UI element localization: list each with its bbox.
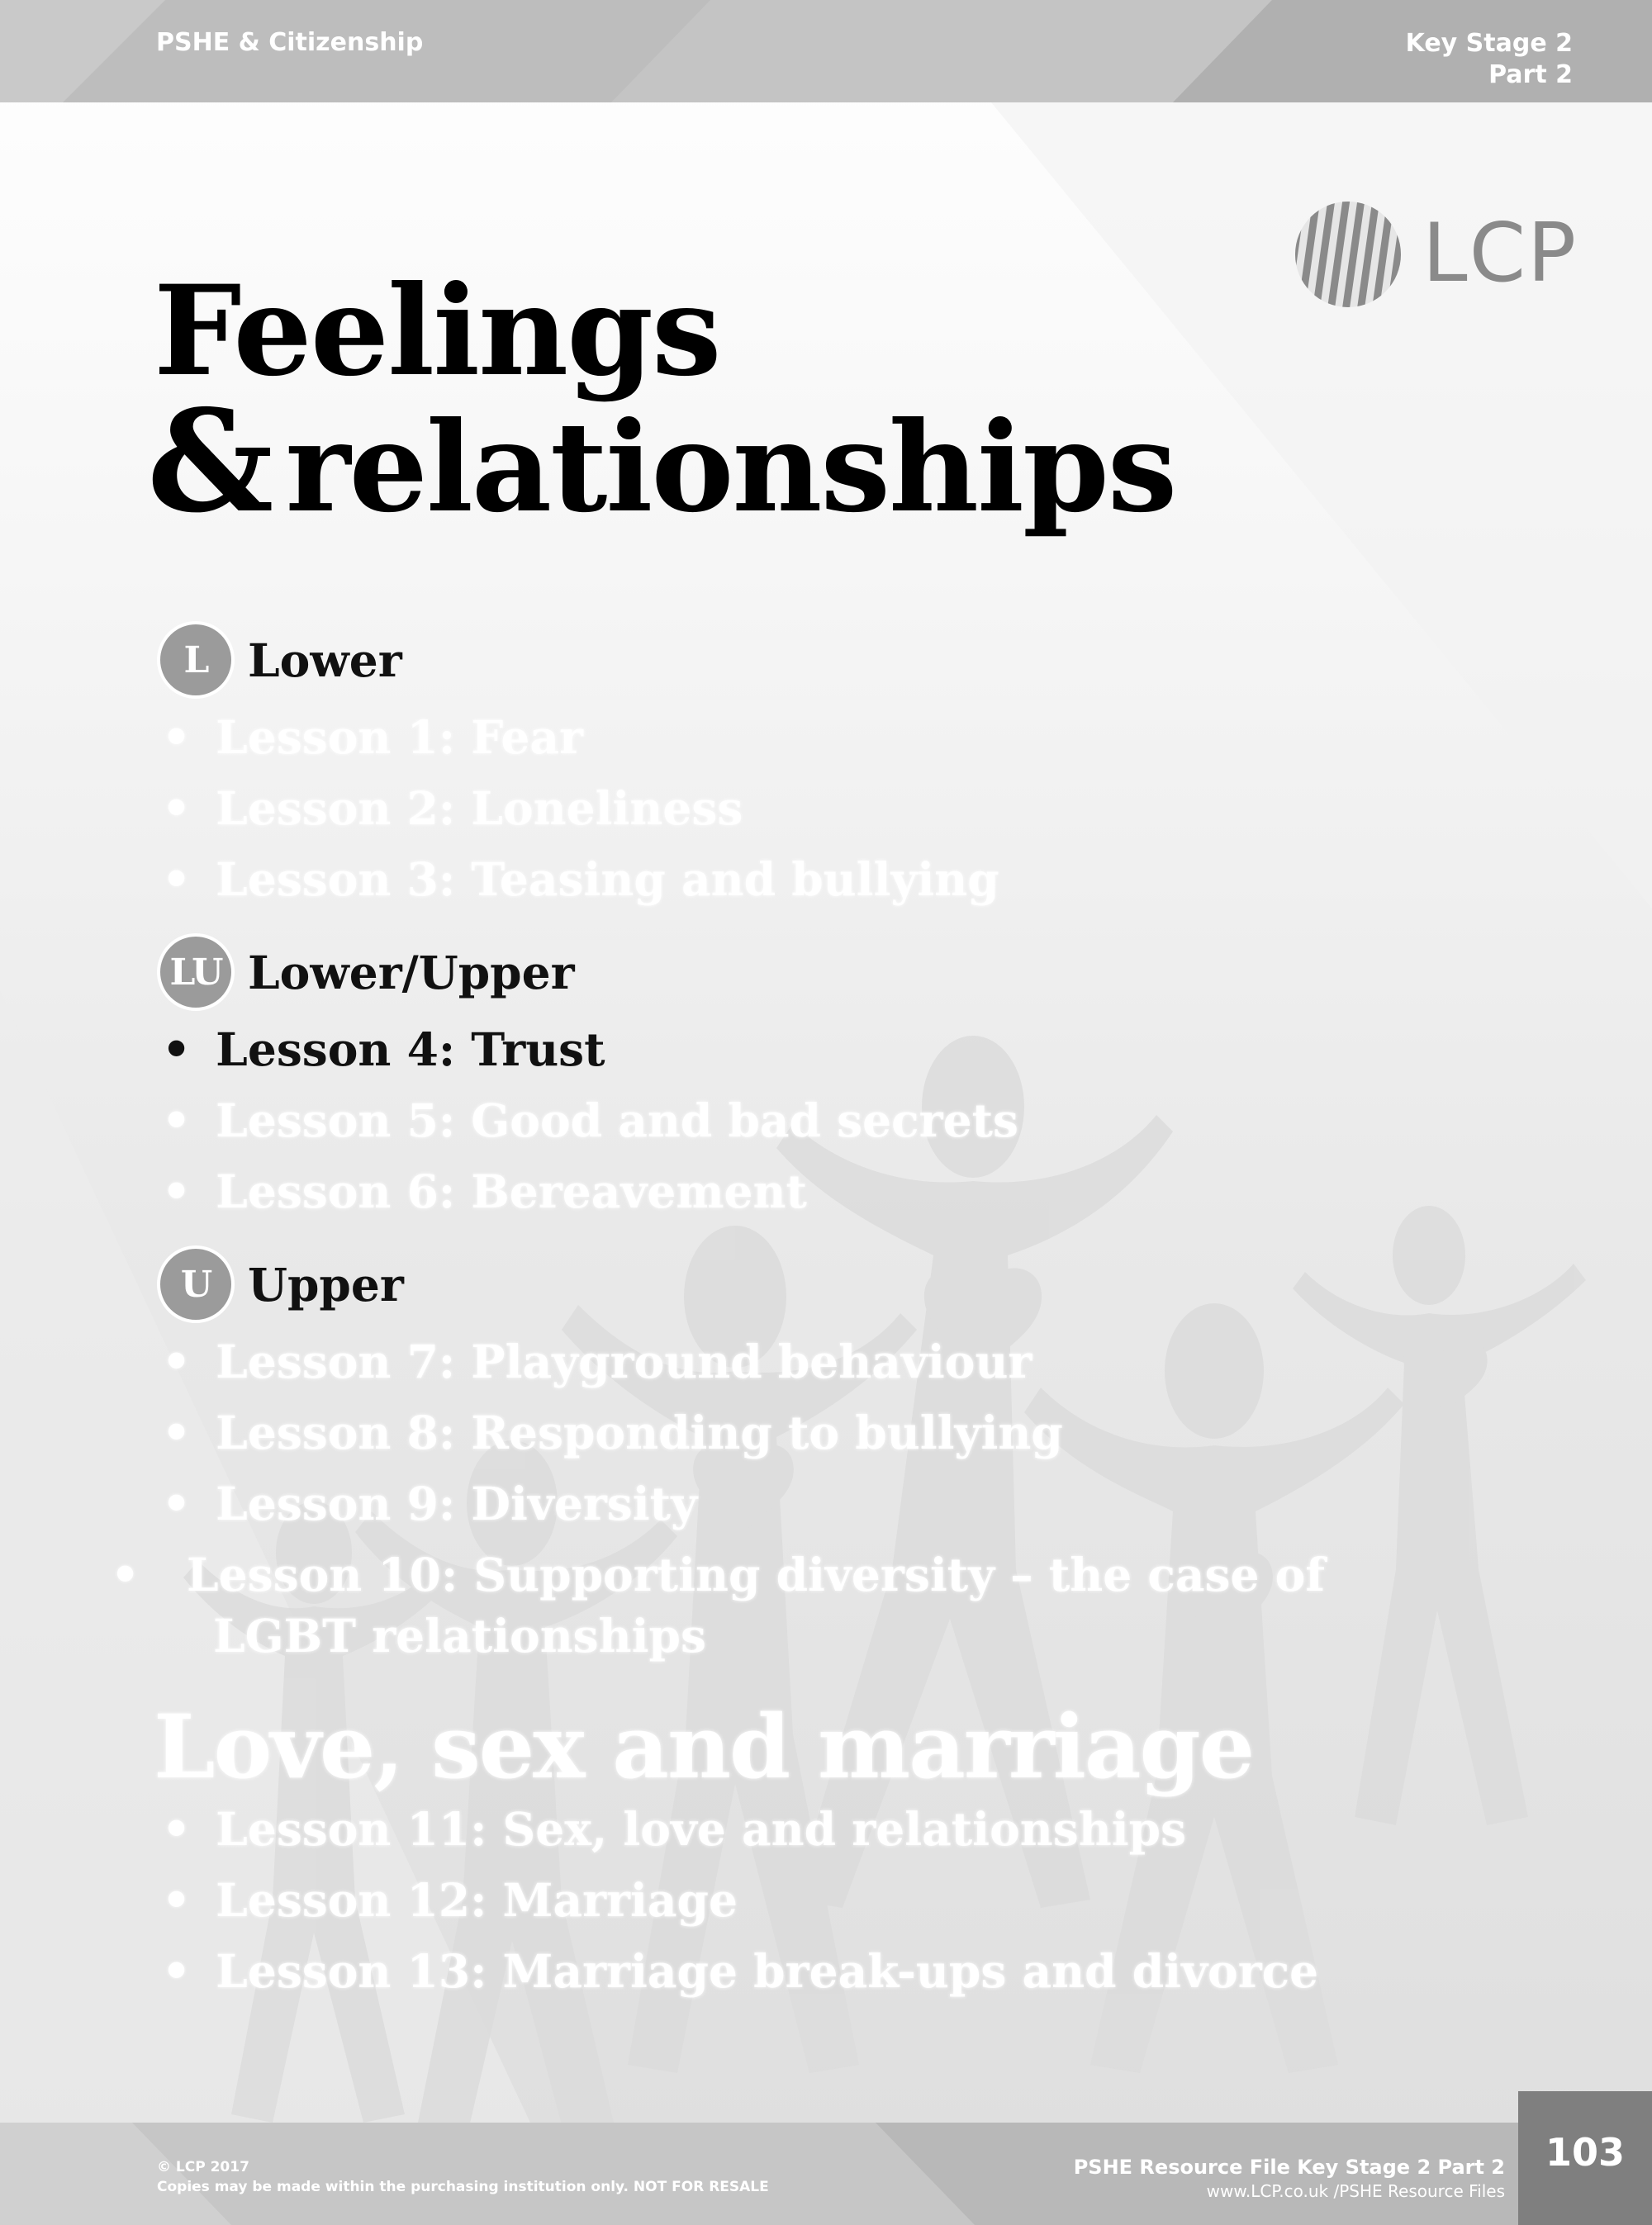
lower-upper-badge-icon: LU — [157, 933, 235, 1011]
section-lower-header — [157, 621, 402, 699]
section-lower-upper-header — [157, 933, 575, 1011]
lesson-item: • Lesson 2: Loneliness — [162, 781, 743, 835]
lesson-item: • Lesson 3: Teasing and bullying — [162, 852, 999, 906]
page-header — [0, 0, 1652, 102]
section-upper-header — [157, 1245, 404, 1323]
copyright-notice — [157, 2157, 769, 2197]
resource-url: www.LCP.co.uk /PSHE Resource Files — [1206, 2181, 1505, 2201]
resource-title: PSHE Resource File Key Stage 2 Part 2 — [1073, 2156, 1505, 2179]
lesson-item: • Lesson 11: Sex, love and relationships — [162, 1802, 1187, 1856]
lesson-item: • Lesson 5: Good and bad secrets — [162, 1094, 1018, 1147]
lesson-item: • Lesson 13: Marriage break-ups and divorce — [162, 1944, 1319, 1998]
lesson-item: • Lesson 6: Bereavement — [162, 1165, 807, 1218]
lesson-item: • Lesson 7: Playground behaviour — [162, 1335, 1032, 1388]
copyright-line: © LCP 2017 — [157, 2159, 249, 2175]
lesson-item: • Lesson 9: Diversity — [162, 1477, 698, 1530]
part-label: Part 2 — [1488, 60, 1573, 89]
lcp-logo-text: LCP — [1422, 206, 1578, 301]
lesson-item: • Lesson 8: Responding to bullying — [162, 1406, 1063, 1459]
title-line-1: Feelings — [154, 259, 720, 404]
title-line-2-text: relationships — [285, 395, 1176, 540]
lesson-item: Lesson 10: Supporting diversity – the case of LGBT relationships — [187, 1548, 1325, 1663]
page-number: 103 — [1518, 2091, 1652, 2225]
section-upper-label: Upper — [248, 1257, 404, 1312]
upper-badge-icon: U — [157, 1245, 235, 1323]
title-ampersand: & — [147, 379, 273, 544]
section-lower-label: Lower — [248, 633, 402, 687]
stage-part-label — [1406, 28, 1573, 91]
love-sex-marriage-heading: Love, sex and marriage — [154, 1695, 1254, 1798]
resale-notice: Copies may be made within the purchasing institution only. NOT FOR RESALE — [157, 2179, 769, 2195]
subject-label: PSHE & Citizenship — [156, 28, 424, 57]
page-title — [147, 259, 1176, 544]
lesson-item-current: • Lesson 4: Trust — [162, 1022, 605, 1076]
title-line-2 — [147, 379, 1176, 544]
lesson-item: • Lesson 1: Fear — [162, 710, 583, 764]
resource-info — [1074, 2154, 1505, 2202]
section-lower-upper-label: Lower/Upper — [248, 945, 575, 999]
lower-badge-icon: L — [157, 621, 235, 699]
lesson-item: • Lesson 12: Marriage — [162, 1873, 738, 1927]
key-stage-label: Key Stage 2 — [1405, 29, 1573, 58]
